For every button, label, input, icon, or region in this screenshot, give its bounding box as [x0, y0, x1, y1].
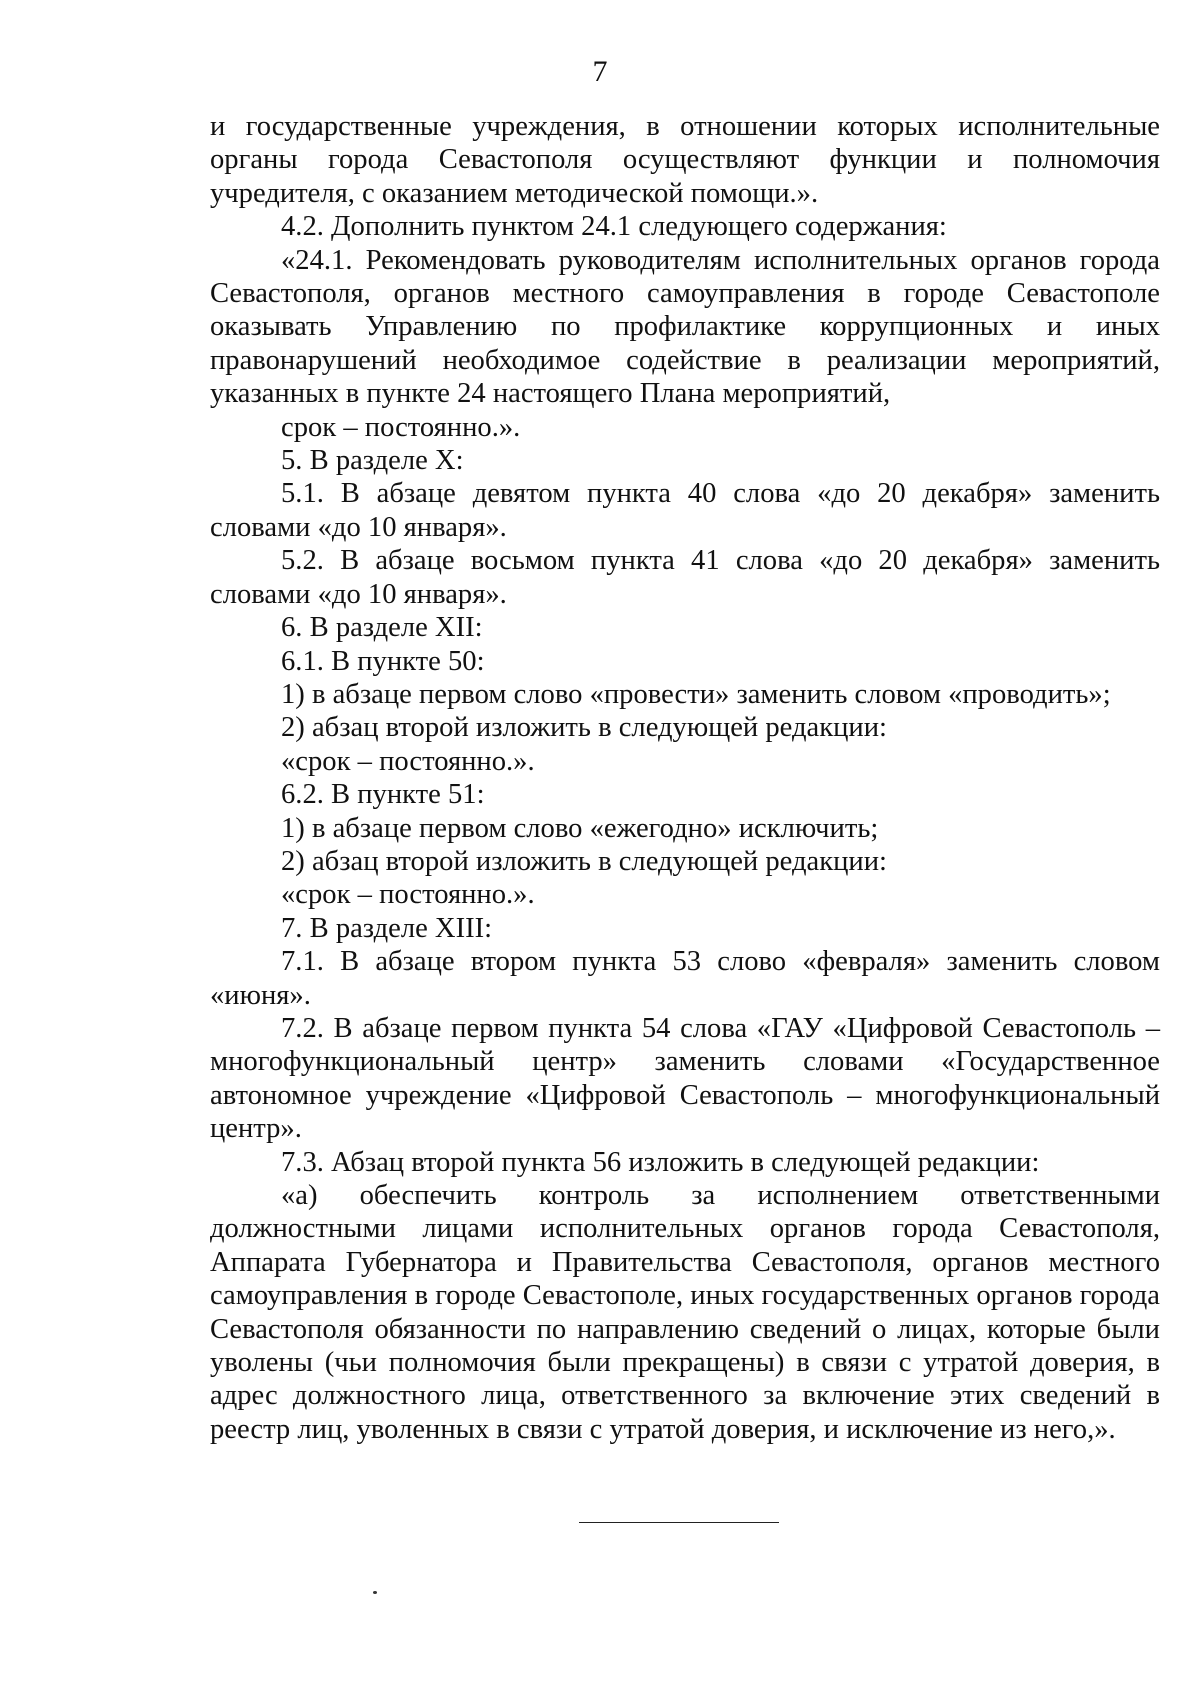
paragraph-subitem: 1) в абзаце первом слово «ежегодно» исключить;	[281, 812, 879, 844]
paragraph-item-5-2: 5.2. В абзаце восьмом пункта 41 слова «до 20 декабря» заменить словами «до 10 января».	[210, 545, 1160, 610]
paragraph-subitem-a: «а) обеспечить контроль за исполнением ответственными должностными лицами исполнительных органов города Севастополя, Аппарата Губернатора и Правительства Севастополя, органов местного самоуправления в городе Севастополе, иных государственных органов города Севастополя обязанности по направлению сведений о лицах, которые были уволены (чьи полномочия были прекращены) в связи с утратой доверия, в адрес должностного лица, ответственного за включение этих сведений в реестр лиц, уволенных в связи с утратой доверия, и исключение из него,».	[210, 1180, 1160, 1445]
document-body	[210, 110, 1160, 1446]
paragraph-continuation: и государственные учреждения, в отношении которых исполнительные органы города Севастополя осуществляют функции и полномочия учредителя, с оказанием методической помощи.».	[210, 111, 1160, 209]
closing-rule	[579, 1522, 779, 1523]
page-number: 7	[592, 55, 608, 88]
paragraph-section-5: 5. В разделе X:	[281, 445, 464, 477]
scan-mark	[373, 1591, 377, 1594]
paragraph-subitem: 1) в абзаце первом слово «провести» заменить словом «проводить»;	[281, 678, 1111, 710]
paragraph-subitem: 2) абзац второй изложить в следующей редакции:	[281, 712, 887, 744]
paragraph-item-4-2: 4.2. Дополнить пунктом 24.1 следующего содержания:	[281, 211, 947, 243]
paragraph-item-7-1: 7.1. В абзаце втором пункта 53 слово «февраля» заменить словом «июня».	[210, 946, 1160, 1011]
paragraph-section-7: 7. В разделе XIII:	[281, 912, 493, 944]
paragraph-deadline: срок – постоянно.».	[281, 411, 521, 443]
paragraph-deadline: «срок – постоянно.».	[281, 745, 535, 777]
paragraph-item-24-1: «24.1. Рекомендовать руководителям исполнительных органов города Севастополя, органов местного самоуправления в городе Севастополе оказывать Управлению по профилактике коррупционных и иных правонарушений необходимое содействие в реализации мероприятий, указанных в пункте 24 настоящего Плана мероприятий,	[210, 244, 1160, 410]
paragraph-item-6-1: 6.1. В пункте 50:	[281, 645, 485, 677]
paragraph-subitem: 2) абзац второй изложить в следующей редакции:	[281, 845, 887, 877]
paragraph-item-5-1: 5.1. В абзаце девятом пункта 40 слова «до 20 декабря» заменить словами «до 10 января».	[210, 478, 1160, 543]
paragraph-section-6: 6. В разделе XII:	[281, 612, 483, 644]
paragraph-deadline: «срок – постоянно.».	[281, 879, 535, 911]
paragraph-item-7-3: 7.3. Абзац второй пункта 56 изложить в следующей редакции:	[281, 1146, 1040, 1178]
paragraph-item-7-2: 7.2. В абзаце первом пункта 54 слова «ГАУ «Цифровой Севастополь – многофункциональный центр» заменить словами «Государственное автономное учреждение «Цифровой Севастополь – многофункциональный центр».	[210, 1012, 1160, 1145]
paragraph-item-6-2: 6.2. В пункте 51:	[281, 779, 485, 811]
